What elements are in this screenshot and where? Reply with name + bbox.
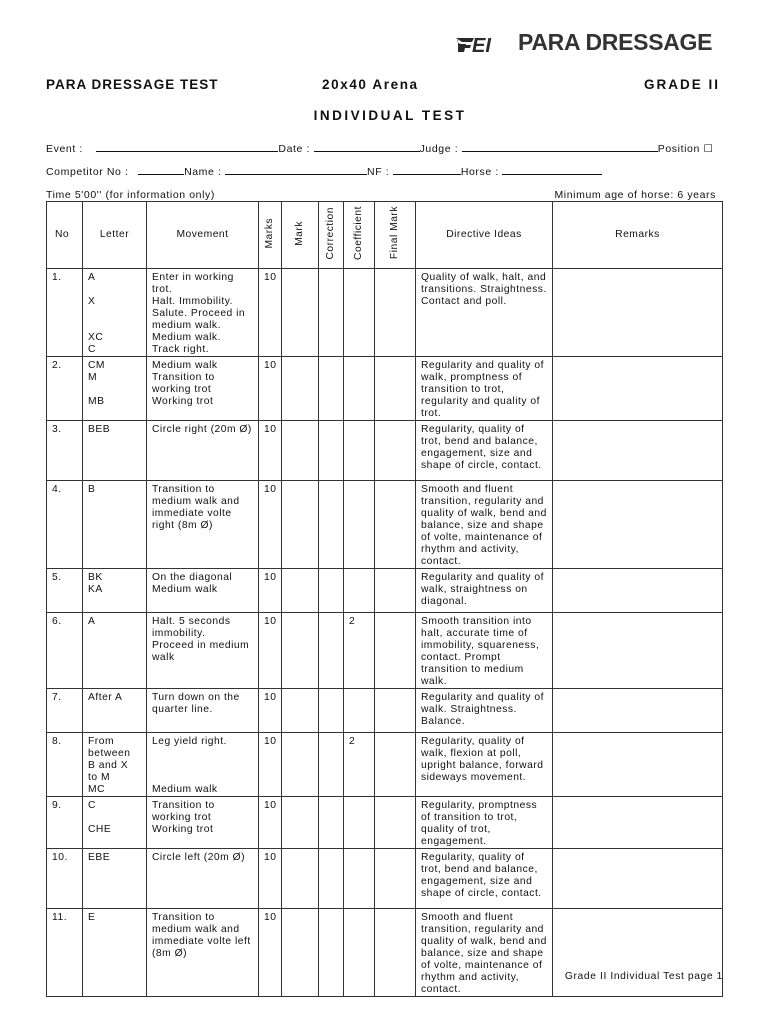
row-directive-ideas: Regularity and quality of walk, promptness of transition to trot, regularity and quality of trot. (416, 357, 553, 421)
table-row (47, 689, 723, 733)
row-correction-input[interactable] (319, 357, 344, 421)
position-label[interactable]: Position ☐ (657, 143, 714, 155)
row-correction-input[interactable] (319, 569, 344, 613)
table-row (47, 613, 723, 689)
row-letter: BK KA (83, 569, 147, 613)
col-no: No (47, 202, 83, 269)
table-row (47, 849, 723, 909)
row-movement: Circle left (20m Ø) (147, 849, 259, 909)
row-marks: 10 (259, 849, 282, 909)
row-remarks-input[interactable] (553, 733, 723, 797)
nf-label: NF : (367, 166, 390, 178)
table-row (47, 481, 723, 569)
col-coefficient-label: Coefficient (353, 206, 364, 260)
horse-label: Horse : (460, 166, 499, 178)
table-body (47, 269, 723, 997)
row-number: 3. (47, 421, 83, 481)
row-movement: Turn down on the quarter line. (147, 689, 259, 733)
test-subtitle: INDIVIDUAL TEST (313, 108, 467, 123)
row-marks: 10 (259, 797, 282, 849)
grade-label: GRADE II (643, 77, 720, 92)
row-letter: C CHE (83, 797, 147, 849)
row-marks: 10 (259, 269, 282, 357)
table-row (47, 357, 723, 421)
row-final-mark-input[interactable] (375, 797, 416, 849)
row-marks: 10 (259, 481, 282, 569)
col-letter: Letter (83, 202, 147, 269)
fei-para-dressage-logo (452, 28, 727, 58)
row-movement: Transition to medium walk and immediate volte right (8m Ø) (147, 481, 259, 569)
col-mark (282, 202, 319, 269)
row-movement: Medium walk Transition to working trot Working trot (147, 357, 259, 421)
row-directive-ideas: Regularity, promptness of transition to trot, quality of trot, engagement. (416, 797, 553, 849)
row-directive-ideas: Regularity and quality of walk. Straightness. Balance. (416, 689, 553, 733)
row-marks: 10 (259, 733, 282, 797)
row-coefficient: 2 (344, 613, 375, 689)
col-marks (259, 202, 282, 269)
row-number: 10. (47, 849, 83, 909)
row-remarks-input[interactable] (553, 421, 723, 481)
row-correction-input[interactable] (319, 613, 344, 689)
date-field[interactable] (314, 143, 420, 152)
col-correction (319, 202, 344, 269)
row-coefficient (344, 849, 375, 909)
date-label: Date : (278, 143, 311, 155)
row-marks: 10 (259, 909, 282, 997)
row-marks: 10 (259, 421, 282, 481)
row-letter: EBE (83, 849, 147, 909)
col-remarks: Remarks (553, 202, 723, 269)
col-final-mark-label: Final Mark (389, 206, 400, 260)
arena-size: 20x40 Arena (322, 77, 419, 92)
nf-field[interactable] (393, 166, 461, 175)
row-remarks-input[interactable] (553, 269, 723, 357)
row-correction-input[interactable] (319, 269, 344, 357)
row-marks: 10 (259, 689, 282, 733)
table-row (47, 733, 723, 797)
name-label: Name : (184, 166, 222, 178)
row-correction-input[interactable] (319, 733, 344, 797)
row-directive-ideas: Regularity, quality of trot, bend and balance, engagement, size and shape of circle, contact. (416, 421, 553, 481)
table-row (47, 909, 723, 997)
col-correction-label: Correction (325, 206, 336, 260)
row-marks: 10 (259, 613, 282, 689)
judge-label: Judge : (419, 143, 459, 155)
row-mark-input[interactable] (282, 849, 319, 909)
col-directive-ideas: Directive Ideas (416, 202, 553, 269)
row-remarks-input[interactable] (553, 909, 723, 997)
row-number: 4. (47, 481, 83, 569)
row-final-mark-input[interactable] (375, 613, 416, 689)
row-letter: From between B and X to M MC (83, 733, 147, 797)
row-final-mark-input[interactable] (375, 421, 416, 481)
row-marks: 10 (259, 569, 282, 613)
row-mark-input[interactable] (282, 797, 319, 849)
row-correction-input[interactable] (319, 689, 344, 733)
row-movement: Transition to medium walk and immediate volte left (8m Ø) (147, 909, 259, 997)
minimum-age-info: Minimum age of horse: 6 years (554, 189, 716, 201)
col-marks-label: Marks (264, 217, 275, 249)
row-movement: Enter in working trot. Halt. Immobility. Salute. Proceed in medium walk. Medium walk. Track right. (147, 269, 259, 357)
event-field[interactable] (96, 143, 278, 152)
score-table (46, 201, 723, 997)
event-info-line (46, 143, 713, 155)
col-coefficient (344, 202, 375, 269)
horse-field[interactable] (502, 166, 602, 175)
competitor-label: Competitor No : (46, 166, 129, 178)
row-number: 5. (47, 569, 83, 613)
row-movement: Halt. 5 seconds immobility. Proceed in medium walk (147, 613, 259, 689)
row-movement: On the diagonal Medium walk (147, 569, 259, 613)
svg-text:EI: EI (472, 35, 491, 56)
row-letter: CM M MB (83, 357, 147, 421)
row-letter: BEB (83, 421, 147, 481)
row-final-mark-input[interactable] (375, 733, 416, 797)
row-coefficient (344, 481, 375, 569)
name-field[interactable] (225, 166, 367, 175)
row-number: 1. (47, 269, 83, 357)
row-letter: After A (83, 689, 147, 733)
row-remarks-input[interactable] (553, 569, 723, 613)
header-row (46, 77, 720, 95)
page-footer: Grade II Individual Test page 1 (564, 971, 723, 982)
row-coefficient (344, 909, 375, 997)
row-remarks-input[interactable] (553, 849, 723, 909)
row-number: 7. (47, 689, 83, 733)
row-remarks-input[interactable] (553, 357, 723, 421)
row-final-mark-input[interactable] (375, 689, 416, 733)
competitor-field[interactable] (138, 166, 184, 175)
row-movement: Transition to working trot Working trot (147, 797, 259, 849)
row-directive-ideas: Smooth and fluent transition, regularity and quality of walk, bend and balance, size and shape of volte, maintenance of rhythm and activity, contact. (416, 481, 553, 569)
row-number: 11. (47, 909, 83, 997)
row-remarks-input[interactable] (553, 613, 723, 689)
row-coefficient (344, 797, 375, 849)
row-coefficient (344, 269, 375, 357)
row-coefficient: 2 (344, 733, 375, 797)
row-mark-input[interactable] (282, 613, 319, 689)
row-number: 8. (47, 733, 83, 797)
row-number: 6. (47, 613, 83, 689)
row-remarks-input[interactable] (553, 797, 723, 849)
col-mark-label: Mark (294, 220, 305, 246)
test-title: PARA DRESSAGE TEST (46, 77, 219, 92)
row-directive-ideas: Quality of walk, halt, and transitions. Straightness. Contact and poll. (416, 269, 553, 357)
row-coefficient (344, 689, 375, 733)
event-label: Event : (46, 143, 83, 155)
row-directive-ideas: Regularity, quality of trot, bend and balance, engagement, size and shape of circle, contact. (416, 849, 553, 909)
logo-text: PARA DRESSAGE (518, 29, 713, 55)
row-letter: A (83, 613, 147, 689)
row-letter: E (83, 909, 147, 997)
row-letter: B (83, 481, 147, 569)
row-final-mark-input[interactable] (375, 481, 416, 569)
row-coefficient (344, 421, 375, 481)
time-info: Time 5'00'' (for information only) (46, 189, 215, 201)
row-mark-input[interactable] (282, 421, 319, 481)
row-directive-ideas: Smooth transition into halt, accurate time of immobility, squareness, contact. Prompt transition to medium walk. (416, 613, 553, 689)
row-directive-ideas: Regularity and quality of walk, straightness on diagonal. (416, 569, 553, 613)
row-correction-input[interactable] (319, 909, 344, 997)
row-letter: A X XC C (83, 269, 147, 357)
row-mark-input[interactable] (282, 909, 319, 997)
table-row (47, 797, 723, 849)
row-mark-input[interactable] (282, 689, 319, 733)
row-final-mark-input[interactable] (375, 569, 416, 613)
row-marks: 10 (259, 357, 282, 421)
row-movement: Leg yield right. Medium walk (147, 733, 259, 797)
row-number: 2. (47, 357, 83, 421)
time-row (46, 189, 716, 201)
row-correction-input[interactable] (319, 797, 344, 849)
table-row (47, 269, 723, 357)
row-coefficient (344, 357, 375, 421)
row-mark-input[interactable] (282, 357, 319, 421)
col-final-mark (375, 202, 416, 269)
row-number: 9. (47, 797, 83, 849)
competitor-info-line (46, 166, 602, 178)
row-final-mark-input[interactable] (375, 849, 416, 909)
row-directive-ideas: Regularity, quality of walk, flexion at poll, upright balance, forward sideways movement. (416, 733, 553, 797)
row-remarks-input[interactable] (553, 689, 723, 733)
table-row (47, 421, 723, 481)
table-header-row (47, 202, 723, 269)
col-movement: Movement (147, 202, 259, 269)
judge-field[interactable] (462, 143, 658, 152)
table-row (47, 569, 723, 613)
row-mark-input[interactable] (282, 269, 319, 357)
row-directive-ideas: Smooth and fluent transition, regularity and quality of walk, bend and balance, size and shape of volte, maintenance of rhythm and activity, contact. (416, 909, 553, 997)
row-correction-input[interactable] (319, 849, 344, 909)
row-mark-input[interactable] (282, 569, 319, 613)
row-correction-input[interactable] (319, 421, 344, 481)
row-mark-input[interactable] (282, 481, 319, 569)
row-final-mark-input[interactable] (375, 269, 416, 357)
row-correction-input[interactable] (319, 481, 344, 569)
row-final-mark-input[interactable] (375, 357, 416, 421)
row-final-mark-input[interactable] (375, 909, 416, 997)
row-coefficient (344, 569, 375, 613)
fei-logo-icon (452, 34, 514, 56)
row-movement: Circle right (20m Ø) (147, 421, 259, 481)
row-mark-input[interactable] (282, 733, 319, 797)
row-remarks-input[interactable] (553, 481, 723, 569)
